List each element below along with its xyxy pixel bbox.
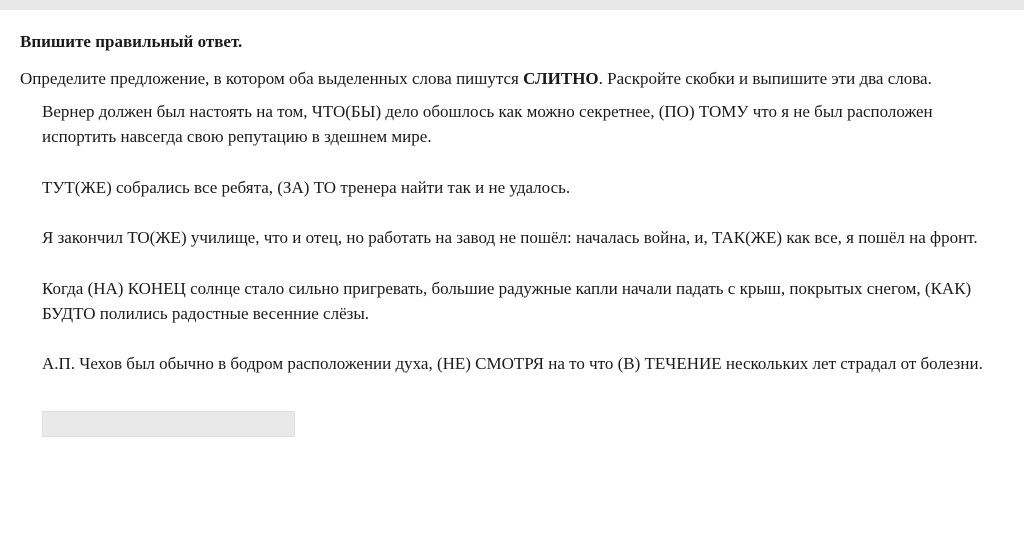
list-item: ТУТ(ЖЕ) собрались все ребята, (ЗА) ТО тренера найти так и не удалось.	[42, 177, 571, 197]
list-item: Вернер должен был настоять на том, ЧТО(БЫ) дело обошлось как можно секретнее, (ПО) ТОМУ что я не был расположен испортить навсегда свою репутацию в здешнем мире.	[42, 102, 933, 147]
list-item: Я закончил ТО(ЖЕ) училище, что и отец, но работать на завод не пошёл: началась война, и, ТАК(ЖЕ) как все, я пошёл на фронт.	[42, 228, 978, 248]
answer-row	[20, 411, 1004, 437]
list-item: Когда (НА) КОНЕЦ солнце стало сильно пригревать, большие радужные капли начали падать с крыш, покрытых снегом, (КАК) БУДТО полились радостные весенние слёзы.	[42, 279, 972, 323]
option-list	[20, 100, 1004, 376]
instruction-text-before: Определите предложение, в котором оба выделенных слова пишутся	[20, 69, 524, 89]
top-bar	[0, 0, 1024, 10]
task-page	[0, 32, 1024, 437]
list-item: А.П. Чехов был обычно в бодром расположении духа, (НЕ) СМОТРЯ на то что (В) ТЕЧЕНИЕ нескольких лет страдал от болезни.	[42, 354, 983, 374]
instruction-text-after: . Раскройте скобки и выпишите эти два слова.	[598, 69, 932, 89]
page-title: Впишите правильный ответ.	[20, 32, 243, 51]
answer-input[interactable]	[42, 411, 295, 437]
task-instruction	[20, 68, 1004, 90]
instruction-emphasis: СЛИТНО	[523, 69, 599, 89]
